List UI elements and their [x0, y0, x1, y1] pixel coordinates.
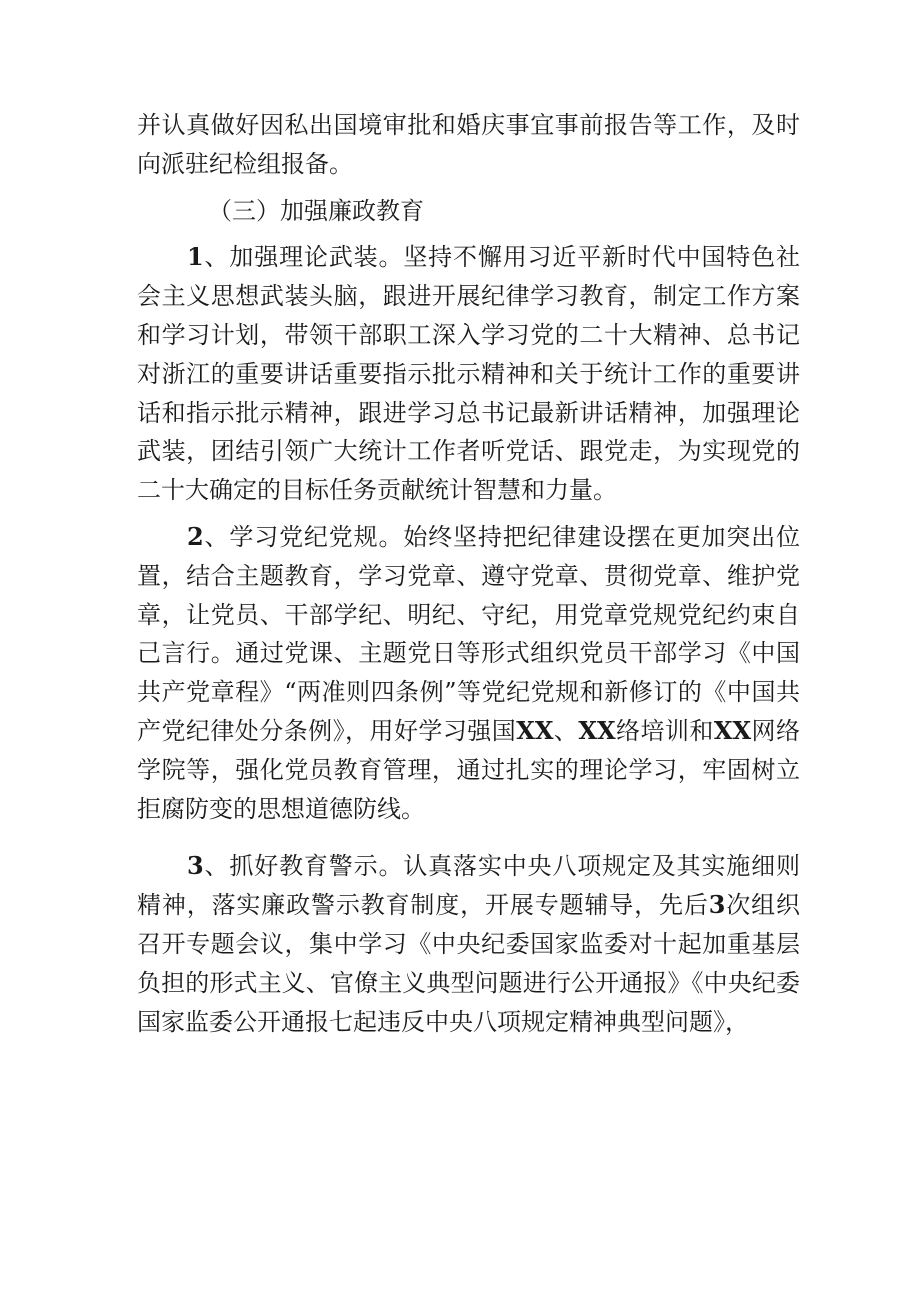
section-heading — [137, 192, 800, 231]
text-segment: 、加强理论武装。坚持不懈用习近平新时代中国特色社会主义思想武装头脑，跟进开展纪律学习教育，制定工作方案和学习计划，带领干部职工深入学习党的二十大精神、总书记对浙江的重要讲话重要指示批示精神和关于统计工作的重要讲话和指示批示精神，跟进学习总书记最新讲话精神，加强理论武装，团结引领广大统计工作者听党话、跟党走，为实现党的二十大确定的目标任务贡献统计智慧和力量。 — [137, 243, 800, 505]
bold-text-segment: XX — [713, 715, 752, 745]
bold-text-segment: 3 — [708, 890, 726, 920]
bold-text-segment: 1 — [187, 242, 204, 272]
text-segment: 次组织召开专题会议，集中学习《中央纪委国家监委对十起加重基层负担的形式主义、官僚主义典型问题进行公开通报》《中央纪委国家监委公开通报七起违反中央八项规定精神典型问题》， — [137, 891, 801, 1036]
text-segment: 网络学院等，强化党员教育管理，通过扎实的理论学习，牢固树立拒腐防变的思想道德防线。 — [137, 716, 801, 823]
paragraph-continuation — [137, 106, 800, 184]
paragraph-party-discipline — [137, 518, 800, 828]
bold-text-segment: 2 — [187, 521, 204, 551]
text-segment: （三）加强廉政教育 — [208, 196, 424, 225]
text-segment: 并认真做好因私出国境审批和婚庆事宜事前报告等工作，及时向派驻纪检组报备。 — [137, 111, 800, 178]
paragraph-theory-study — [137, 238, 800, 510]
bold-text-segment: 3 — [187, 851, 204, 881]
text-segment: 、 — [553, 716, 579, 745]
text-segment: 、抓好教育警示。认真落实中央八项规定及其实施细则精神，落实廉政警示教育制度，开展专题辅导，先后 — [137, 852, 800, 920]
paragraph-warning-education — [137, 847, 800, 1041]
text-segment: 络培训和 — [615, 716, 714, 745]
text-segment: 、学习党纪党规。始终坚持把纪律建设摆在更加突出位置，结合主题教育，学习党章、遵守党章、贯彻党章、维护党章，让党员、干部学纪、明纪、守纪，用党章党规党纪约束自己言行。通过党课、主题党日等形式组织党员干部学习《中国共产党章程》“两准则四条例”等党纪党规和新修订的《中国共产党纪律处分条例》，用好学习强国 — [137, 522, 800, 745]
bold-text-segment: XX — [578, 715, 616, 745]
bold-text-segment: XX — [516, 715, 554, 745]
